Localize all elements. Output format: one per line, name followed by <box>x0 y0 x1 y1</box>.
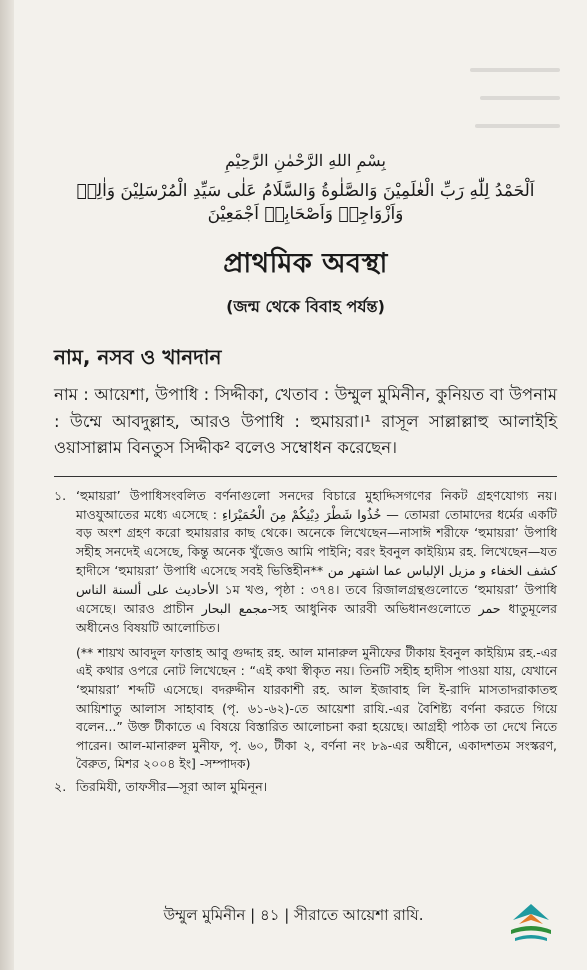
page-edge <box>0 0 14 970</box>
chapter-subtitle: (জন্ম থেকে বিবাহ পর্যন্ত) <box>226 297 385 317</box>
page-content <box>54 150 557 797</box>
page-footer: উম্মুল মুমিনীন | ৪১ | সীরাতে আয়েশা রাযি. <box>163 906 424 924</box>
section-heading: নাম, নসব ও খানদান <box>54 345 222 370</box>
footnote-divider <box>54 476 557 477</box>
body-paragraph: নাম : আয়েশা, উপাধি : সিদ্দীকা, খেতাব : উম্মুল মুমিনীন, কুনিয়ত বা উপনাম : উম্মে আবদুল্লাহ, আরও উপাধি : হুমায়রা।¹ রাসূল সাল্লাল্লাহু আলাইহি ওয়াসাল্লাম বিনতুস সিদ্দীক² বলেও সম্বোধন করেছেন। <box>54 385 557 458</box>
editor-note: (** শায়খ আবদুল ফাত্তাহ আবু গুদ্দাহ রহ. আল মানারুল মুনীফের টীকায় ইবনুল কাইয়্যিম রহ.-এর এই কথার ওপরে নোট লিখেছেন : “এই কথা স্বীকৃত নয়। তিনটি সহীহ হাদীস পাওয়া যায়, যেখানে ‘হুমায়রা’ শব্দটি এসেছে। বদরুদ্দীন যারকাশী রহ. আল ইজাবাহ লি ই-রাদি মাসতাদরাকাতহু আয়িশাতু আলাস সাহাবাহ (পৃ. ৬১-৬২)-তে আয়েশা রাযি.-এর বৈশিষ্ট্য বর্ণনা করতে গিয়ে বলেন...” উক্ত টীকাতে এ বিষয়ে বিস্তারিত আলোচনা করা হয়েছে। আগ্রহী পাঠক তা দেখে নিতে পারেন। আল-মানারুল মুনীফ, পৃ. ৬০, টীকা ২, বর্ণনা নং ৮৯-এর অধীনে, একাদশতম সংস্করণ, বৈরুত, মিশর ২০০৪ ইং] -সম্পাদক) <box>76 644 557 772</box>
publisher-logo-icon <box>505 900 557 952</box>
arabic-praise: اَلْحَمْدُ لِلّٰهِ رَبِّ الْعٰلَمِيْنَ وَالصَّلٰوةُ وَالسَّلَامُ عَلٰى سَيِّدِ الْمُرْسَلِيْنَ وَاٰلِهٖ وَاَزْوَاجِهٖ وَاَصْحَابِهٖ اَجْمَعِيْنَ <box>76 180 535 224</box>
footnote-number: ১. <box>54 487 67 503</box>
footnote-text: তিরমিযী, তাফসীর—সূরা আল মুমিনূন। <box>76 779 268 795</box>
bleed-through-mark <box>470 68 560 72</box>
bleed-through-mark <box>480 96 560 100</box>
footnote-1 <box>54 487 557 638</box>
bleed-through-mark <box>475 124 560 128</box>
footnote-2 <box>54 778 557 797</box>
footnote-number: ২. <box>54 779 67 795</box>
bismillah: بِسْمِ اللهِ الرَّحْمٰنِ الرَّحِيْمِ <box>225 151 386 170</box>
chapter-title: প্রাথমিক অবস্থা <box>223 248 388 280</box>
footnote-text: ‘হুমায়রা’ উপাধিসংবলিত বর্ণনাগুলো সনদের বিচারে মুহাদ্দিসগণের নিকট গ্রহণযোগ্য নয়। মাওযুআতের মধ্যে এসেছে : خُذُوا شَطْرَ دِيْنِكُمْ مِنَ الْحُمَيْرَاءِ — তোমরা তোমাদের ধর্মের একটি বড় অংশ গ্রহণ করো হুমায়রার কাছ থেকে। অনেকে লিখেছেন—নাসাঈ শরীফে ‘হুমায়রা’ উপাধি সহীহ সনদেই এসেছে, কিন্তু অনেক খুঁজেও আমি পাইনি; বরং ইবনুল কাইয়্যিম রহ. লিখেছেন—যত হাদীসে ‘হুমায়রা’ উপাধি এসেছে সবই ভিত্তিহীন** کشف الخفاء و مزیل الإلباس عما اشتهر من الأحادیث علی ألسنة الناس ১ম খণ্ড, পৃষ্ঠা : ৩৭৪। তবে রিজালগ্রন্থগুলোতে ‘হুমায়রা’ উপাধি এসেছে। আরও প্রাচীন مجمع البحار-সহ আধুনিক আরবী অভিধানগুলোতে حمر ধাতুমূলের অধীনেও বিষয়টি আলোচিত। <box>76 487 558 635</box>
